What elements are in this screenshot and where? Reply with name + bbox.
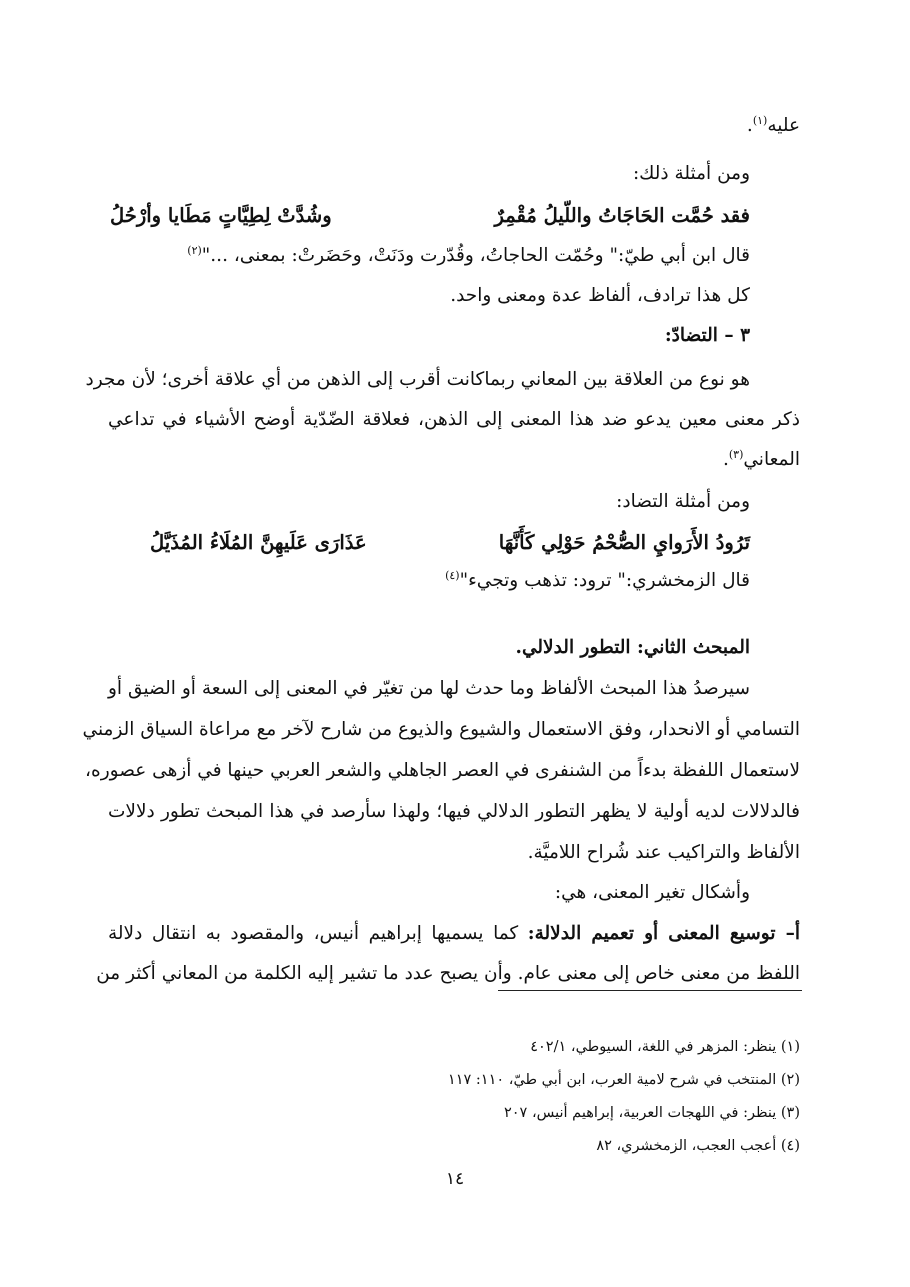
text-line-1: [747, 112, 800, 140]
line-text: كما يسميها إبراهيم أنيس، والمقصود به انتقال دلالة: [108, 923, 528, 944]
footnote-ref-1[interactable]: (١): [752, 113, 768, 127]
footnote-4: (٤) أعجب العجب، الزمخشري، ٨٢: [596, 1138, 800, 1154]
paragraph-3-line-2: اللفظ من معنى خاص إلى معنى عام. وأن يصبح عدد ما تشير إليه الكلمة من المعاني أكثر من: [96, 963, 800, 984]
verse-2-second-hemistich: عَذَارَى عَلَيهِنَّ المُلَاءُ المُذَيَّلُ: [150, 531, 367, 554]
footnote-ref-3[interactable]: (٣): [728, 447, 744, 461]
paragraph-2-line-1: سيرصدُ هذا المبحث الألفاظ وما حدث لها من تغيّر في المعنى إلى السعة أو الضيق أو: [108, 678, 750, 699]
paragraph-2-line-4: فالدلالات لديه أولية لا يظهر التطور الدلالي فيها؛ ولهذا سأرصد في هذا المبحث تطور دلالات: [108, 801, 800, 822]
paragraph-2-line-5: الألفاظ والتراكيب عند شُراح اللاميَّة.: [527, 842, 800, 863]
footnote-2: (٢) المنتخب في شرح لامية العرب، ابن أبي طيّ، ١١٠: ١١٧: [447, 1072, 800, 1088]
subheading-antonymy: ٣ – التضادّ:: [664, 325, 750, 346]
paragraph-3-line-1: [108, 920, 800, 948]
page-number: ١٤: [445, 1169, 465, 1189]
footnote-1: (١) ينظر: المزهر في اللغة، السيوطي، ٤٠٢/١: [530, 1039, 800, 1055]
line-end: .: [722, 449, 729, 470]
line-text: قال ابن أبي طيّ:" وحُمّت الحاجاتُ، وقُدّرت ودَنَتْ، وحَضَرتْ: بمعنى، ...": [201, 245, 750, 266]
section-title: المبحث الثاني: التطور الدلالي.: [515, 637, 750, 658]
text-line-5: كل هذا ترادف، ألفاظ عدة ومعنى واحد.: [450, 285, 750, 306]
paragraph-2-line-2: التسامي أو الانحدار، وفق الاستعمال والشيوع والذيوع من شارح لآخر مع مراعاة السياق الزمني: [82, 719, 800, 740]
line-text: قال الزمخشري:" ترود: تذهب وتجيء": [459, 570, 750, 591]
footnote-ref-4[interactable]: (٤): [445, 568, 460, 582]
text-line-2: ومن أمثلة ذلك:: [632, 163, 750, 184]
verse-1-first-hemistich: فقد حُمَّت الحَاجَاتُ واللّيلُ مُقْمِرٌ: [494, 204, 750, 227]
verse-1-second-hemistich: وشُدَّتْ لِطِيَّاتٍ مَطَايا وأرْحُلُ: [110, 204, 332, 227]
text-line-examples: ومن أمثلة التضاد:: [616, 491, 750, 512]
line-text: عليه: [767, 115, 800, 136]
line-end: .: [746, 115, 753, 136]
line-text: المعاني: [743, 449, 800, 470]
paragraph-1-line-2: ذكر معنى معين يدعو ضد هذا المعنى إلى الذهن، فعلاقة الضّدّية أوضح الأشياء في تداعي: [108, 409, 800, 430]
text-line-zamakhshari: [445, 567, 750, 595]
paragraph-1-line-3: [723, 446, 800, 474]
verse-2-first-hemistich: تَرُودُ الأَرَوايِ الصُّحْمُ حَوْلِي كَأَنَّهَا: [498, 531, 750, 554]
text-line-4: [187, 242, 750, 270]
term-broadening: أ– توسيع المعنى أو تعميم الدلالة:: [527, 923, 800, 944]
footnote-3: (٣) ينظر: في اللهجات العربية، إبراهيم أنيس، ٢٠٧: [503, 1105, 800, 1121]
paragraph-2-line-3: لاستعمال اللفظة بدءاً من الشنفرى في العصر الجاهلي والشعر العربي حينها في أزهى عصوره،: [85, 760, 800, 781]
text-line-forms: وأشكال تغير المعنى، هي:: [554, 882, 750, 903]
footnote-separator: [498, 990, 802, 991]
paragraph-1-line-1: هو نوع من العلاقة بين المعاني ربماكانت أقرب إلى الذهن من أي علاقة أخرى؛ لأن مجرد: [85, 369, 750, 390]
footnote-ref-2[interactable]: (٢): [187, 243, 202, 257]
